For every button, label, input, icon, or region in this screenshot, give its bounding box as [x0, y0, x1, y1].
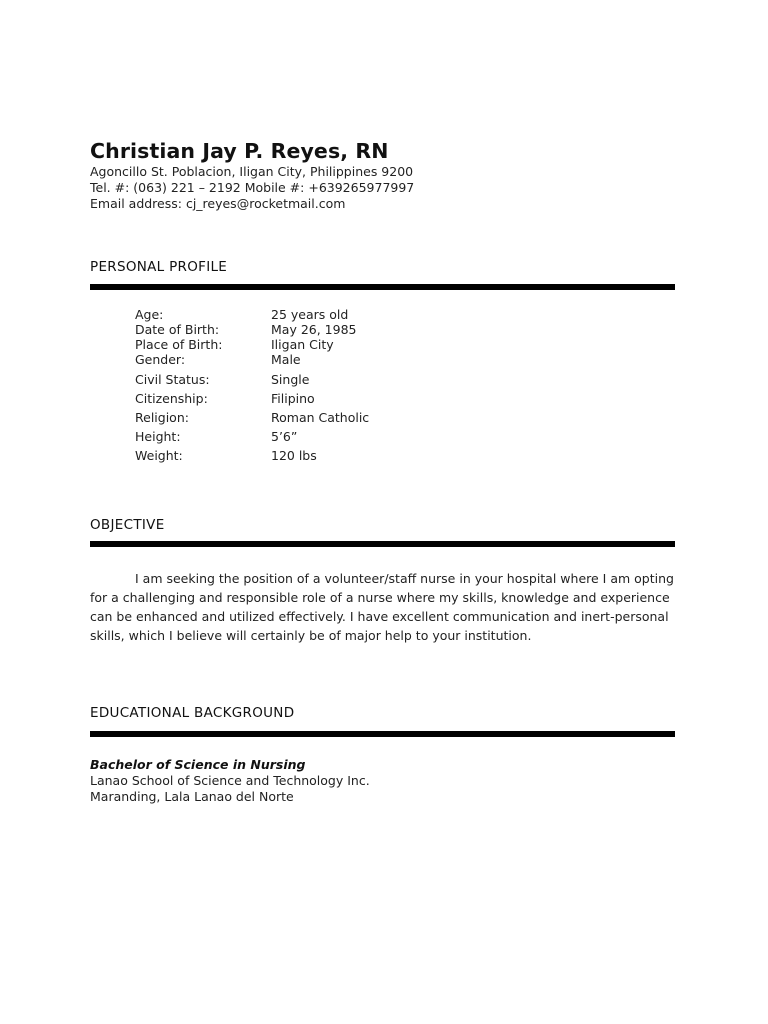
profile-value: May 26, 1985: [271, 322, 357, 337]
profile-label: Weight:: [135, 448, 183, 463]
profile-label: Citizenship:: [135, 391, 208, 406]
section-divider: [90, 541, 675, 547]
profile-label: Date of Birth:: [135, 322, 220, 337]
profile-label: Gender:: [135, 352, 186, 367]
education-heading: EDUCATIONAL BACKGROUND: [90, 705, 295, 721]
objective-heading: OBJECTIVE: [90, 517, 165, 533]
email-line: Email address: cj_reyes@rocketmail.com: [90, 196, 346, 211]
profile-label: Height:: [135, 429, 181, 444]
phone-line: Tel. #: (063) 221 – 2192 Mobile #: +639265977997: [90, 180, 415, 195]
profile-value: 5’6”: [271, 429, 298, 444]
profile-value: 25 years old: [271, 307, 349, 322]
profile-label: Age:: [135, 307, 164, 322]
section-divider: [90, 284, 675, 290]
profile-label: Religion:: [135, 410, 189, 425]
applicant-name: Christian Jay P. Reyes, RN: [90, 139, 389, 163]
school-name: Lanao School of Science and Technology Inc.: [90, 773, 370, 788]
profile-value: Roman Catholic: [271, 410, 370, 425]
profile-label: Civil Status:: [135, 372, 210, 387]
degree-title: Bachelor of Science in Nursing: [90, 757, 306, 772]
address-line: Agoncillo St. Poblacion, Iligan City, Philippines 9200: [90, 164, 414, 179]
school-location: Maranding, Lala Lanao del Norte: [90, 789, 294, 804]
school-block: [90, 773, 370, 805]
profile-value: Single: [271, 372, 310, 387]
objective-paragraph: I am seeking the position of a volunteer/staff nurse in your hospital where I am opting for a challenging and responsible role of a nurse where my skills, knowledge and experience can be enhanced and utilized effectively. I have excellent communication and inert-personal skills, which I believe will certainly be of major help to your institution.: [90, 571, 674, 643]
profile-value: Iligan City: [271, 337, 334, 352]
section-divider: [90, 731, 675, 737]
contact-block: [90, 164, 414, 212]
profile-value: Filipino: [271, 391, 315, 406]
profile-label: Place of Birth:: [135, 337, 223, 352]
personal-profile-heading: PERSONAL PROFILE: [90, 259, 228, 275]
profile-value: Male: [271, 352, 301, 367]
profile-value: 120 lbs: [271, 448, 317, 463]
